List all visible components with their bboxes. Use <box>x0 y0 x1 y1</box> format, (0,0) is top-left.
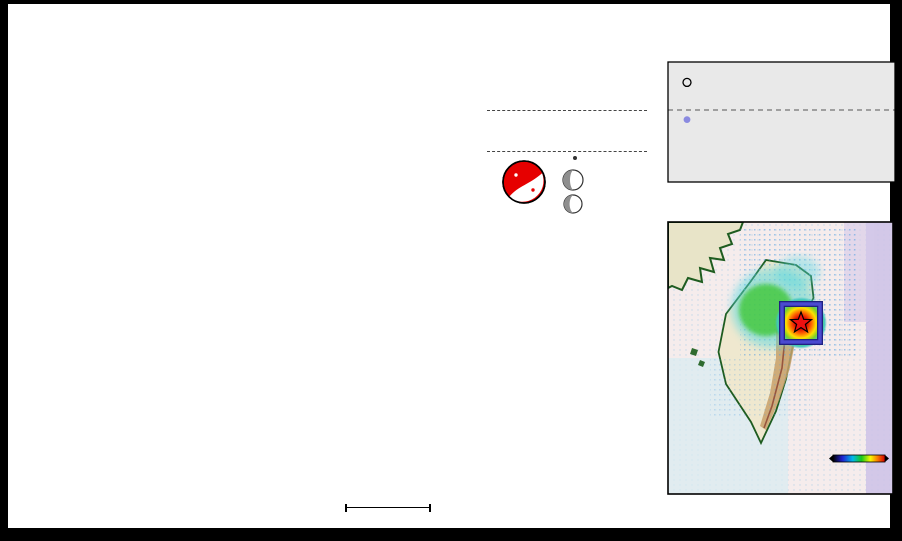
iso-row <box>569 151 594 163</box>
clvd-beachball-icon <box>562 193 584 215</box>
clvd-row <box>562 193 593 215</box>
taiwan-map <box>648 208 902 510</box>
mr-colorbar <box>829 455 889 462</box>
table-divider <box>487 110 647 111</box>
iso-beachball-icon <box>569 151 581 163</box>
misfit-reduction-plot <box>645 50 902 215</box>
dc-row <box>561 168 594 192</box>
plane2-row <box>487 134 647 145</box>
table-divider-bottom <box>487 151 647 152</box>
time-scale-bar <box>345 507 431 508</box>
blue-curve-start-marker <box>684 116 691 123</box>
map-content <box>668 222 893 494</box>
misfit-legend <box>436 511 440 521</box>
focal-mechanism-beachball-icon <box>498 156 550 208</box>
plane1-row <box>487 115 647 126</box>
dc-beachball-icon <box>561 168 585 192</box>
best-fit-solution-panel <box>487 14 661 220</box>
